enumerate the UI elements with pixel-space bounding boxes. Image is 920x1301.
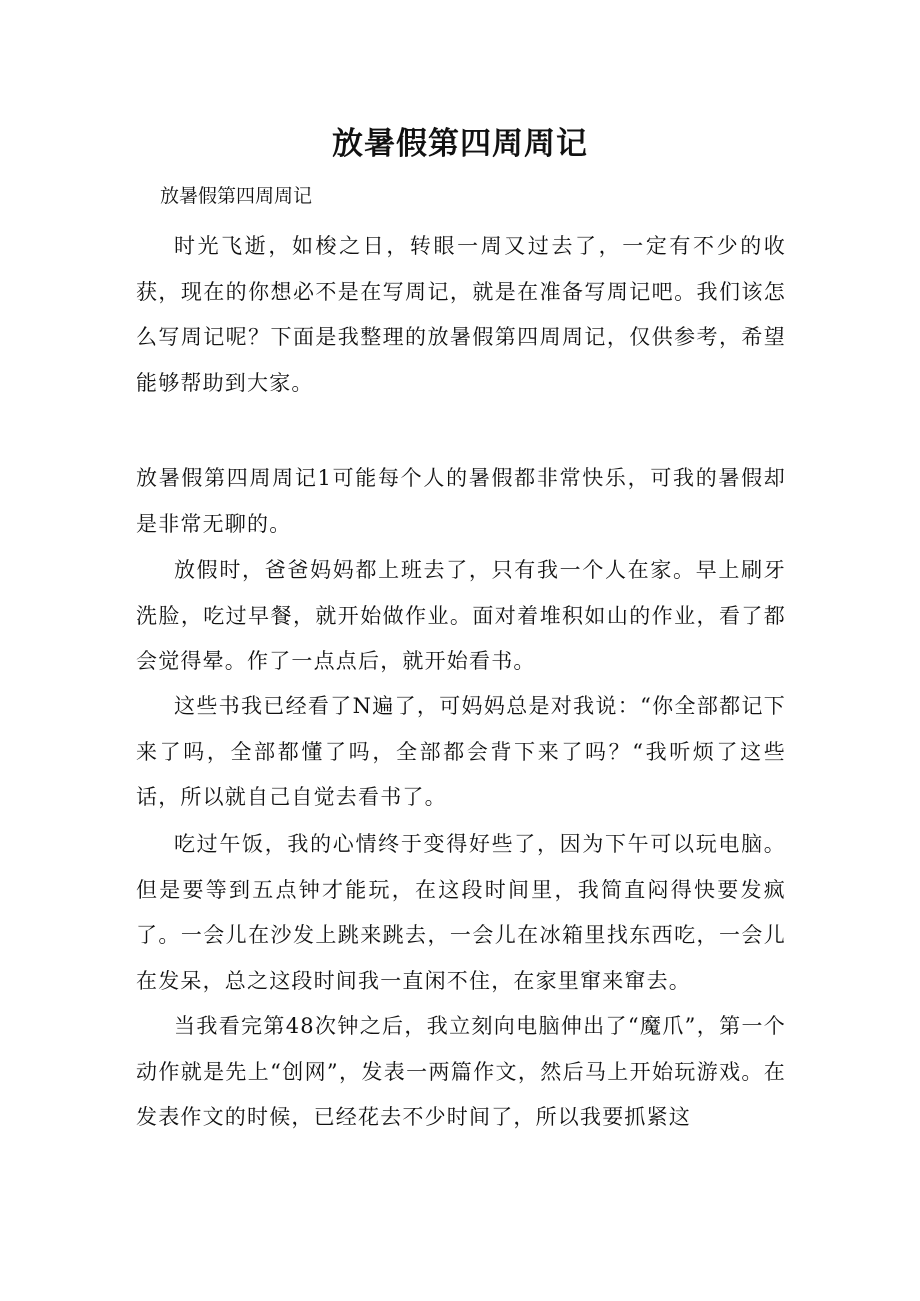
paragraph-entry-1-opening: 放暑假第四周周记1可能每个人的暑假都非常快乐，可我的暑假却是非常无聊的。 <box>136 466 786 536</box>
paragraph-computer: 当我看完第48次钟之后，我立刻向电脑伸出了“魔爪”，第一个动作就是先上“创网”，发表一两篇作文，然后马上开始玩游戏。在发表作文的时候，已经花去不少时间了，所以我要抓紧这 <box>136 1014 786 1129</box>
paragraph-intro: 时光飞逝，如梭之日，转眼一周又过去了，一定有不少的收获，现在的你想必不是在写周记，就是在准备写周记吧。我们该怎么写周记呢？下面是我整理的放暑假第四周周记，仅供参考，希望能够帮助到大家。 <box>136 234 786 395</box>
paragraph-afternoon: 吃过午饭，我的心情终于变得好些了，因为下午可以玩电脑。但是要等到五点钟才能玩，在这段时间里，我简直闷得快要发疯了。一会儿在沙发上跳来跳去，一会儿在冰箱里找东西吃，一会儿在发呆，总之这段时间我一直闲不住，在家里窜来窜去。 <box>136 832 786 993</box>
paragraph-reading: 这些书我已经看了N遍了，可妈妈总是对我说：“你全部都记下来了吗，全部都懂了吗，全部都会背下来了吗？“我听烦了这些话，所以就自己自觉去看书了。 <box>136 694 786 809</box>
document-subtitle: 放暑假第四周周记 <box>160 185 313 207</box>
paragraph-home-alone: 放假时，爸爸妈妈都上班去了，只有我一个人在家。早上刷牙洗脸，吃过早餐，就开始做作业。面对着堆积如山的作业，看了都会觉得晕。作了一点点后，就开始看书。 <box>136 558 786 673</box>
document-title: 放暑假第四周周记 <box>332 126 588 162</box>
